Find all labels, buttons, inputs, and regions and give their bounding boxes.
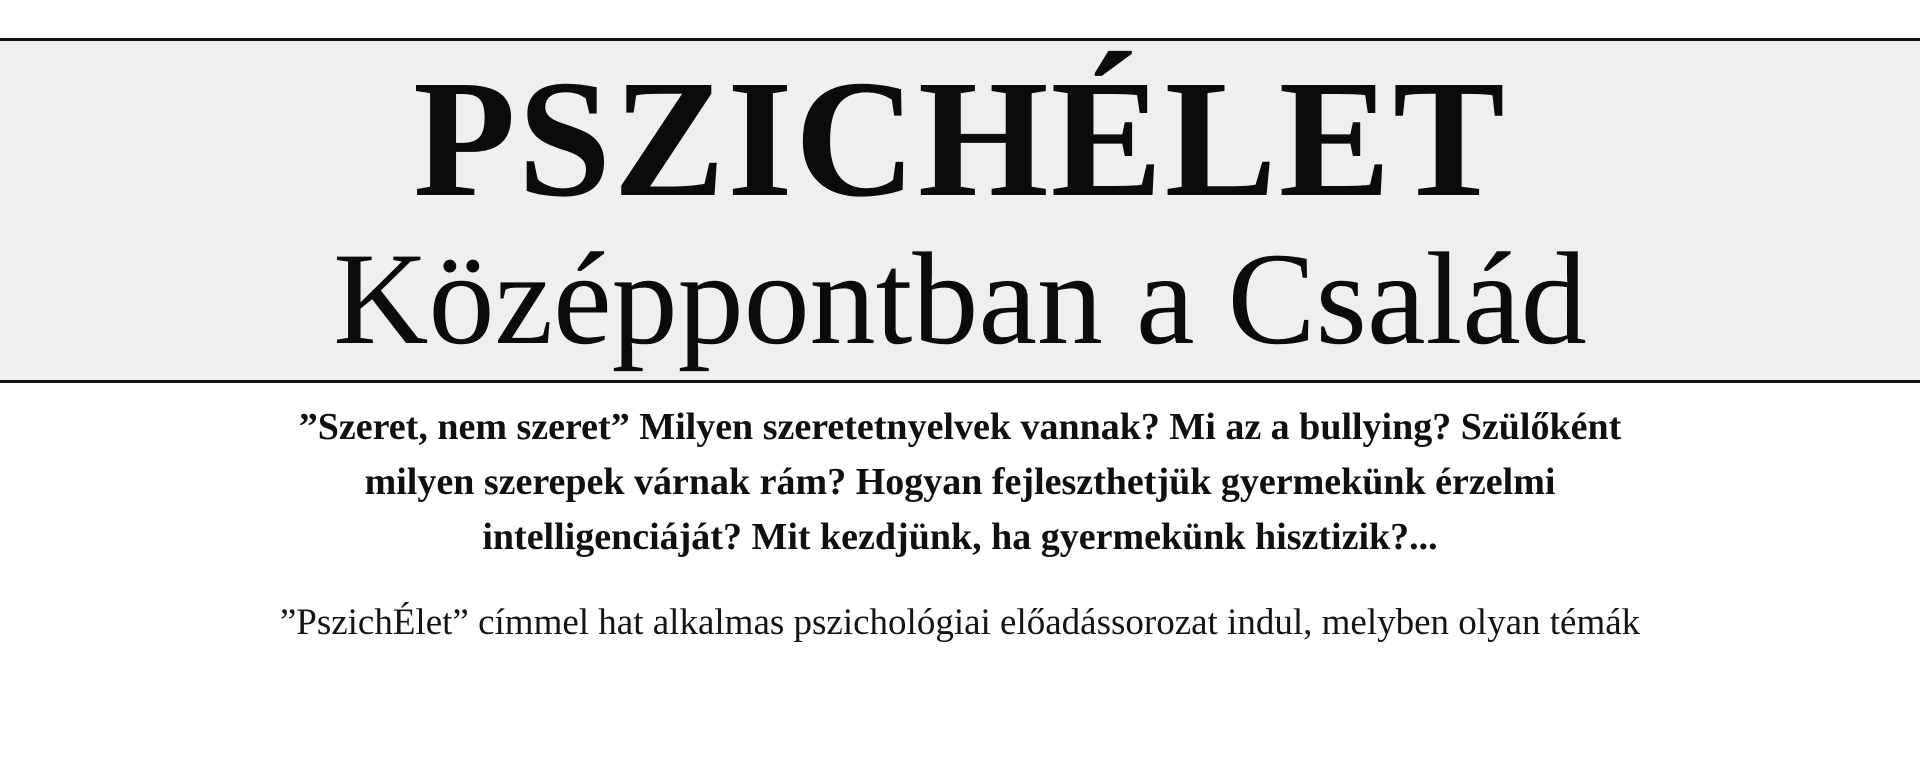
deck-line-3: intelligenciáját? Mit kezdjünk, ha gyermekünk hisztizik?... [482,516,1438,559]
deck-line-1: ”Szeret, nem szeret” Milyen szeretetnyelvek vannak? Mi az a bullying? Szülőként [298,406,1622,448]
publication-title: PSZICHÉLET [413,46,1507,232]
article-body-paragraph: ”PszichÉlet” címmel hat alkalmas pszichológiai előadássorozat indul, melyben olyan témák [279,602,1641,643]
masthead-band [0,38,1920,383]
deck-line-2: milyen szerepek várnak rám? Hogyan fejleszthetjük gyermekünk érzelmi [364,461,1556,504]
article-deck [0,400,1920,565]
page-top-margin [0,0,1920,38]
publication-subtitle: Középpontban a Család [333,225,1587,372]
